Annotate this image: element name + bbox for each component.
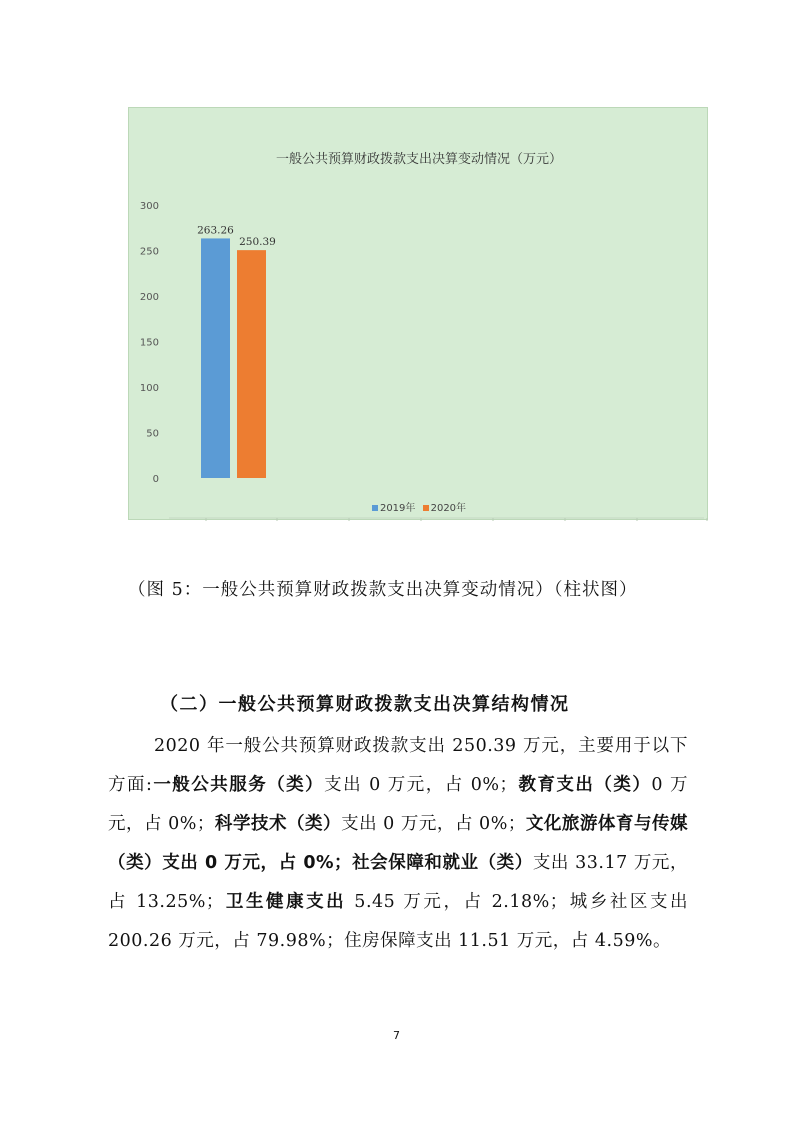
legend-label-2019: 2019年 <box>379 503 416 514</box>
para-text: 支出 0 万元，占 0%； <box>341 814 526 834</box>
y-tick-label: 150 <box>139 337 159 349</box>
para-bold: 科学技术（类） <box>214 814 342 834</box>
y-tick-label: 100 <box>139 383 159 394</box>
para-bold: 文化旅游体育与传媒（类）支出 0 万元，占 0%；社会保障和就业（类） <box>108 814 689 873</box>
y-tick-label: 200 <box>139 292 159 303</box>
legend-item-2019 <box>372 503 415 514</box>
chart-canvas <box>129 108 709 521</box>
bar-2019 <box>201 238 230 478</box>
page-number: 7 <box>393 1029 400 1042</box>
data-label: 263.26 <box>197 224 234 237</box>
para-text: 0 万元，占 0%； <box>108 775 688 834</box>
section-heading: （二）一般公共预算财政拨款支出决算结构情况 <box>160 694 570 715</box>
para-text: 5.45 万元，占 2.18%；城乡社区支出 200.26 万元，占 79.98%；住房保障支出 11.51 万元，占 4.59%。 <box>108 892 689 951</box>
legend-item-2020 <box>423 503 466 514</box>
y-tick-label: 0 <box>152 474 159 485</box>
y-tick-label: 300 <box>139 201 159 212</box>
body-paragraph <box>108 727 688 961</box>
para-bold: 一般公共服务（类） <box>152 775 325 795</box>
y-tick-label: 250 <box>139 246 159 258</box>
chart-title: 一般公共预算财政拨款支出决算变动情况（万元） <box>275 152 562 167</box>
para-text: 支出 33.17 万元，占 13.25%； <box>108 853 688 912</box>
legend-swatch-2020 <box>423 505 429 511</box>
y-tick-label: 50 <box>146 428 159 440</box>
chart-legend <box>129 499 709 514</box>
para-text: 2020 年一般公共预算财政拨款支出 250.39 万元，主要用于以下方面: <box>108 736 688 795</box>
legend-swatch-2019 <box>372 505 378 511</box>
figure-caption: （图 5：一般公共预算财政拨款支出决算变动情况）（柱状图） <box>128 580 638 600</box>
bar-2020 <box>237 250 266 478</box>
bar-chart <box>128 107 708 520</box>
para-text: 支出 0 万元，占 0%； <box>324 775 518 795</box>
data-label: 250.39 <box>239 236 276 249</box>
legend-label-2020: 2020年 <box>430 503 467 514</box>
para-bold: 教育支出（类） <box>517 775 652 795</box>
para-bold: 卫生健康支出 <box>223 892 347 912</box>
